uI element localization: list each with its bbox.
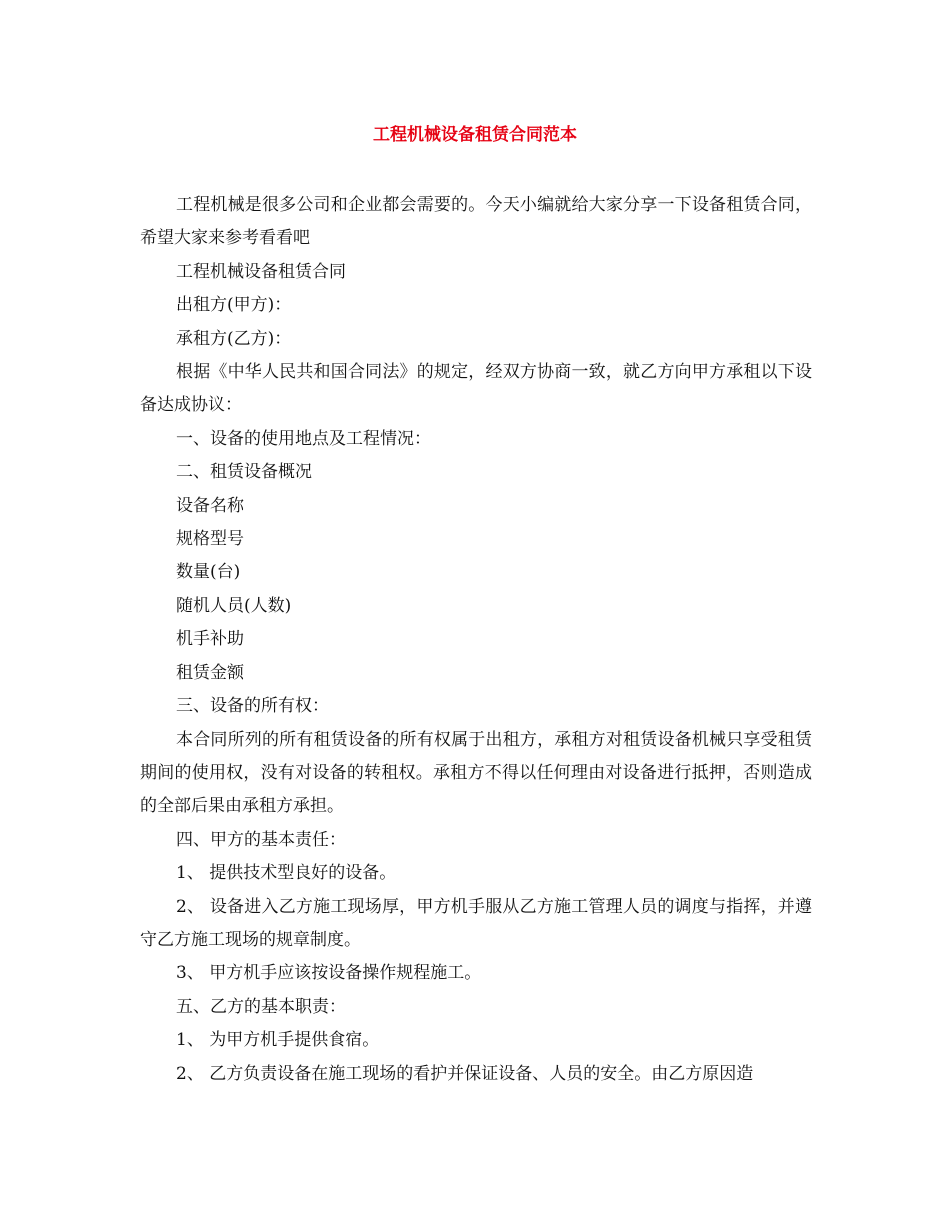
paragraph-lessee: 承租方(乙方)： [176,328,292,349]
field-quantity: 数量(台) [176,562,241,583]
section-heading-1: 一、设备的使用地点及工程情况： [176,428,431,449]
list-item-party-b-1: 1、 为甲方机手提供食宿。 [176,1030,380,1051]
list-item-party-a-1: 1、 提供技术型良好的设备。 [176,863,397,884]
section-heading-5: 五、乙方的基本职责： [176,996,346,1017]
paragraph-lessor: 出租方(甲方)： [176,295,292,316]
paragraph-contract-name: 工程机械设备租赁合同 [176,261,346,282]
field-staff-count: 随机人员(人数) [176,595,292,616]
section-heading-3: 三、设备的所有权： [176,696,329,717]
list-item-party-b-2: 2、 乙方负责设备在施工现场的看护并保证设备、人员的安全。由乙方原因造 [176,1063,754,1084]
document-title: 工程机械设备租赁合同范本 [373,125,577,145]
section-heading-4: 四、甲方的基本责任： [176,829,346,850]
paragraph-intro: 工程机械是很多公司和企业都会需要的。今天小编就给大家分享一下设备租赁合同，希望大家来参考看看吧 [140,195,812,249]
list-item-party-a-3: 3、 甲方机手应该按设备操作规程施工。 [176,963,482,984]
field-model-spec: 规格型号 [176,529,244,550]
section-heading-2: 二、租赁设备概况 [176,462,312,483]
paragraph-preamble: 根据《中华人民共和国合同法》的规定，经双方协商一致，就乙方向甲方承租以下设备达成协议： [140,362,812,416]
list-item-party-a-2: 2、 设备进入乙方施工现场厚，甲方机手服从乙方施工管理人员的调度与指挥，并遵守乙方施工现场的规章制度。 [140,896,812,950]
field-operator-allowance: 机手补助 [176,629,244,650]
field-rental-amount: 租赁金额 [176,662,244,683]
document-body [140,189,812,1091]
paragraph-ownership: 本合同所列的所有租赁设备的所有权属于出租方，承租方对租赁设备机械只享受租赁期间的使用权，没有对设备的转租权。承租方不得以任何理由对设备进行抵押，否则造成的全部后果由承租方承担。 [140,729,812,817]
field-equipment-name: 设备名称 [176,495,244,516]
